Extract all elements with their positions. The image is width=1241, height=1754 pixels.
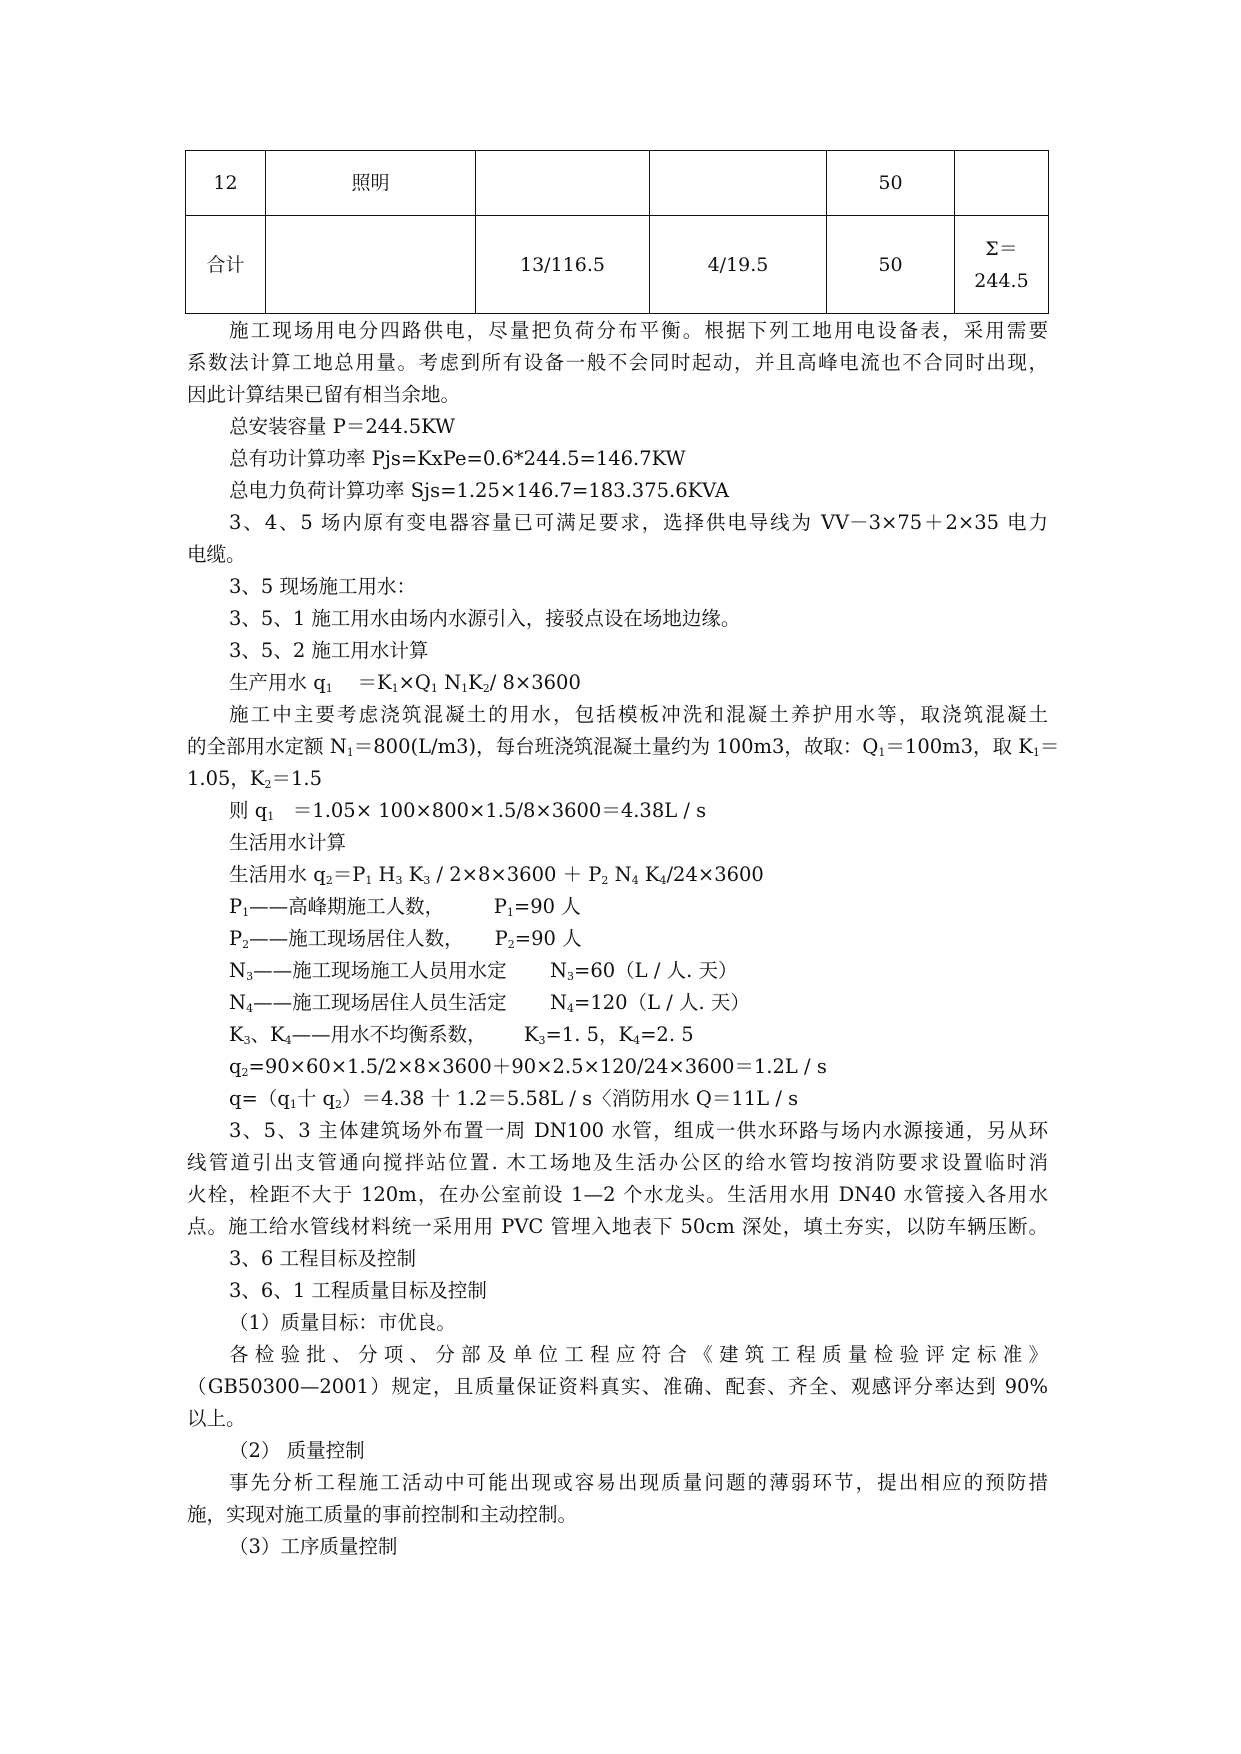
section-heading: 3、5、2 施工用水计算	[229, 639, 429, 662]
load-power: 总电力负荷计算功率 Sjs=1.25×146.7=183.375.6KVA	[229, 479, 730, 502]
paragraph-line	[187, 734, 1059, 760]
subscript: 1	[1032, 746, 1040, 759]
formula-text: ＝K	[357, 671, 392, 694]
table-cell: 照明	[266, 151, 476, 216]
formula-text: 十 q	[296, 1087, 335, 1110]
formula-text: H	[372, 863, 396, 886]
table-cell: 4/19.5	[650, 216, 827, 314]
formula-q-total	[229, 1086, 798, 1112]
formula-text: 生活用水 q	[229, 863, 326, 886]
line-text: ＝	[1039, 735, 1060, 758]
formula-text: q=（q	[229, 1087, 290, 1110]
def-text: ——施工现场居住人员生活定	[253, 991, 507, 1014]
table-cell: 13/116.5	[476, 216, 650, 314]
formula-text: ）＝4.38 十 1.2＝5.58L / s〈消防用水 Q＝11L / s	[342, 1087, 799, 1110]
def-text: K	[523, 1023, 539, 1046]
subscript: 3	[246, 970, 254, 983]
def-text: ——施工现场居住人数，	[249, 927, 464, 950]
active-power: 总有功计算功率 Pjs=KxPe=0.6*244.5=146.7KW	[229, 447, 686, 470]
paragraph-line: 以上。	[187, 1407, 246, 1430]
table-cell: 12	[186, 151, 266, 216]
definition-p1	[229, 894, 581, 920]
subscript: 3	[567, 970, 575, 983]
subscript: 1	[391, 682, 399, 695]
formula-text: =90×60×1.5/2×8×3600＋90×2.5×120/24×3600＝1.2L / s	[248, 1055, 827, 1078]
paragraph-line: 火栓，栓距不大于 120m，在办公室前设 1—2 个水龙头。生活用水用 DN40 水管接入各用水	[187, 1183, 1048, 1206]
subscript: 1	[325, 682, 333, 695]
def-text: 、K	[250, 1023, 285, 1046]
subscript: 3	[538, 1034, 546, 1047]
subscript: 4	[631, 874, 639, 887]
def-text: P	[229, 895, 243, 918]
formula-text: 则 q	[229, 799, 268, 822]
subscript: 3	[243, 1034, 251, 1047]
subscript: 2	[242, 938, 250, 951]
subscript: 1	[267, 810, 275, 823]
section-heading: 生活用水计算	[229, 831, 347, 854]
subscript: 1	[365, 874, 373, 887]
formula-text: / 8×3600	[489, 671, 581, 694]
subscript: 2	[335, 1098, 342, 1111]
def-text: =90 人	[513, 895, 581, 918]
formula-text: N	[608, 863, 632, 886]
subscript: 3	[395, 874, 403, 887]
paragraph-line: 事先分析工程施工活动中可能出现或容易出现质量问题的薄弱环节，提出相应的预防措	[229, 1471, 1048, 1494]
def-text: K	[229, 1023, 244, 1046]
def-text: N	[549, 959, 568, 982]
def-text: P	[494, 927, 508, 950]
table-cell: 50	[827, 151, 955, 216]
line-text: 1.05，K	[187, 767, 265, 790]
subscript: 2	[325, 874, 333, 887]
def-text: P	[493, 895, 507, 918]
subscript: 2	[507, 938, 515, 951]
subscript: 4	[246, 1002, 254, 1015]
formula-text: K	[638, 863, 660, 886]
section-heading: 3、6、1 工程质量目标及控制	[229, 1279, 487, 1302]
def-text: =120（L / 人. 天）	[574, 991, 750, 1014]
definition-p2	[229, 926, 582, 952]
line-text: ＝100m3，取 K	[885, 735, 1033, 758]
table-cell: 50	[827, 216, 955, 314]
def-text: =90 人	[514, 927, 582, 950]
quality-control-heading: （2） 质量控制	[229, 1439, 365, 1462]
definition-n4	[229, 990, 750, 1016]
formula-text: ＝1.05× 100×800×1.5/8×3600＝4.38L / s	[292, 799, 707, 822]
def-text: =60（L / 人. 天）	[574, 959, 738, 982]
definition-n3	[229, 958, 738, 984]
subscript: 1	[878, 746, 886, 759]
def-text: ——施工现场施工人员用水定	[253, 959, 507, 982]
subscript: 2	[264, 778, 272, 791]
formula-result	[229, 798, 706, 824]
formula-text: K	[468, 671, 483, 694]
formula-text: ×Q	[398, 671, 431, 694]
paragraph-line: 施工现场用电分四路供电，尽量把负荷分布平衡。根据下列工地用电设备表，采用需要	[229, 319, 1048, 342]
formula-production-water	[229, 670, 581, 696]
formula-text: / 2×8×3600 ＋ P	[430, 863, 602, 886]
table-cell: 合计	[186, 216, 266, 314]
quality-target: （1）质量目标：市优良。	[229, 1311, 456, 1334]
definition-k	[229, 1022, 694, 1048]
subscript: 1	[506, 906, 514, 919]
paragraph-line: 点。施工给水管线材料统一采用用 PVC 管埋入地表下 50cm 深处，填土夯实，以防车辆压断。	[187, 1215, 1048, 1238]
paragraph-line	[187, 766, 322, 792]
subscript: 1	[430, 682, 438, 695]
paragraph-line: 施，实现对施工质量的事前控制和主动控制。	[187, 1503, 578, 1526]
section-heading: 3、5 现场施工用水：	[229, 575, 417, 598]
def-text: N	[229, 991, 247, 1014]
line-text: ＝800(L/m3)，每台班浇筑混凝土量约为 100m3，故取：Q	[353, 735, 879, 758]
def-text: ——高峰期施工人数，	[249, 895, 445, 918]
subscript: 4	[567, 1002, 575, 1015]
line-text: ＝1.5	[271, 767, 323, 790]
subscript: 1	[242, 906, 250, 919]
total-capacity: 总安装容量 P＝244.5KW	[229, 415, 456, 438]
formula-text: N	[437, 671, 462, 694]
sum-symbol: Σ＝	[985, 237, 1018, 260]
def-text: =1. 5，K	[545, 1023, 634, 1046]
subscript: 4	[633, 1034, 641, 1047]
def-text: ——用水不均衡系数，	[291, 1023, 487, 1046]
paragraph-line: 3、5、3 主体建筑场外布置一周 DN100 水管，组成一供水环路与场内水源接通，另从环	[229, 1119, 1048, 1142]
paragraph-line: 系数法计算工地总用量。考虑到所有设备一般不会同时起动，并且高峰电流也不合同时出现，	[187, 351, 1048, 374]
paragraph-line: （GB50300—2001）规定，且质量保证资料真实、准确、配套、齐全、观感评分率达到 90%	[187, 1375, 1048, 1398]
subscript: 1	[289, 1098, 297, 1111]
subscript: 1	[461, 682, 469, 695]
formula-text: q	[229, 1055, 242, 1078]
paragraph-line: 各检验批、分项、分部及单位工程应符合《建筑工程质量检验评定标准》	[229, 1343, 1048, 1366]
formula-q2	[229, 1054, 827, 1080]
paragraph-line: 施工中主要考虑浇筑混凝土的用水，包括模板冲洗和混凝土养护用水等，取浇筑混凝土	[229, 703, 1048, 726]
subscript: 2	[482, 682, 490, 695]
subscript: 3	[423, 874, 431, 887]
formula-text: K	[402, 863, 424, 886]
subscript: 2	[601, 874, 609, 887]
formula-text: ＝P	[332, 863, 366, 886]
subscript: 4	[284, 1034, 292, 1047]
subscript: 4	[659, 874, 667, 887]
def-text: P	[229, 927, 243, 950]
process-control-heading: （3）工序质量控制	[229, 1535, 398, 1558]
def-text: N	[549, 991, 568, 1014]
section-item: 3、5、1 施工用水由场内水源引入，接驳点设在场地边缘。	[229, 607, 741, 630]
subscript: 2	[241, 1066, 249, 1079]
subscript: 1	[346, 746, 354, 759]
paragraph-line: 电缆。	[187, 543, 246, 566]
formula-living-water	[229, 862, 764, 888]
formula-text: 生产用水 q	[229, 671, 326, 694]
line-text: 的全部用水定额 N	[187, 735, 347, 758]
paragraph-line: 线管道引出支管通向搅拌站位置. 木工场地及生活办公区的给水管均按消防要求设置临时消	[187, 1151, 1048, 1174]
paragraph-line: 3、4、5 场内原有变电器容量已可满足要求，选择供电导线为 VV－3×75＋2×35 电力	[229, 511, 1048, 534]
def-text: N	[229, 959, 247, 982]
formula-text: /24×3600	[666, 863, 764, 886]
sum-value: 244.5	[974, 269, 1029, 292]
section-heading: 3、6 工程目标及控制	[229, 1247, 417, 1270]
paragraph-line: 因此计算结果已留有相当余地。	[187, 383, 461, 406]
def-text: =2. 5	[640, 1023, 694, 1046]
